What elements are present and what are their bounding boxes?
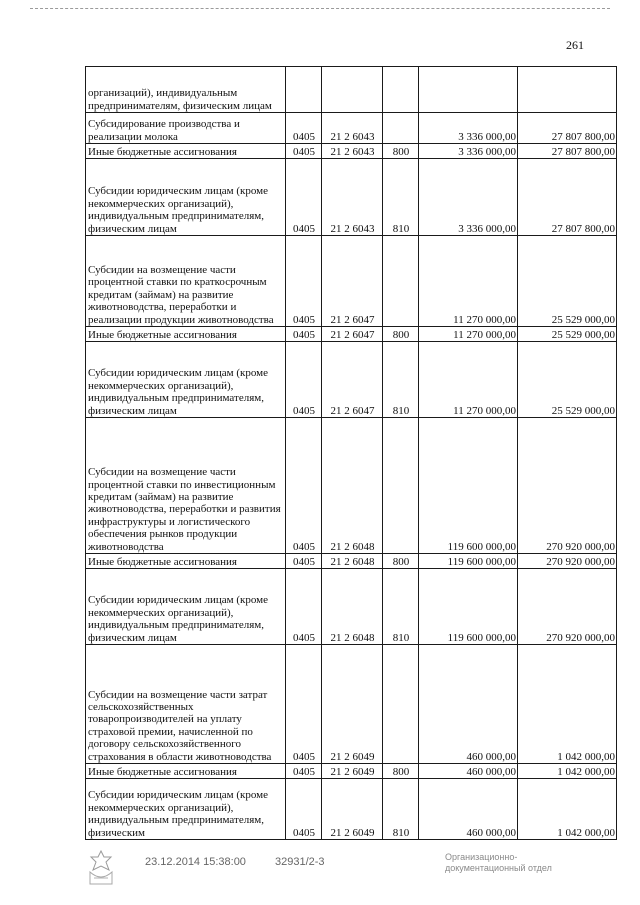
row-target-article: 21 2 6048 (322, 554, 383, 569)
row-section-code: 0405 (286, 144, 322, 159)
emblem-icon (84, 848, 118, 893)
scan-top-edge (30, 8, 610, 9)
row-target-article: 21 2 6048 (322, 569, 383, 645)
row-name: Иные бюджетные ассигнования (86, 554, 286, 569)
row-expense-type (383, 113, 419, 144)
row-section-code: 0405 (286, 779, 322, 840)
row-target-article: 21 2 6043 (322, 159, 383, 236)
row-expense-type: 810 (383, 159, 419, 236)
row-target-article: 21 2 6049 (322, 779, 383, 840)
row-amount-year2 (518, 67, 617, 113)
row-name: Иные бюджетные ассигнования (86, 764, 286, 779)
row-section-code: 0405 (286, 327, 322, 342)
row-expense-type: 810 (383, 342, 419, 418)
row-amount-year1: 119 600 000,00 (419, 554, 518, 569)
footer-timestamp: 23.12.2014 15:38:00 (145, 856, 246, 868)
row-amount-year1: 11 270 000,00 (419, 342, 518, 418)
table-row (86, 144, 617, 159)
row-section-code: 0405 (286, 113, 322, 144)
row-section-code: 0405 (286, 236, 322, 327)
row-name: Субсидии юридическим лицам (кроме некоммерческих организаций), индивидуальным предпринимателям, физическим лицам (86, 569, 286, 645)
row-amount-year1: 119 600 000,00 (419, 418, 518, 554)
footer-stamp-line: Организационно- (445, 852, 518, 862)
row-amount-year2: 25 529 000,00 (518, 236, 617, 327)
row-section-code: 0405 (286, 418, 322, 554)
row-amount-year1: 3 336 000,00 (419, 159, 518, 236)
row-name: Субсидии на возмещение части процентной ставки по инвестиционным кредитам (займам) на развитие животноводства, переработки и развития инфраструктуры и логистического обеспечения рынков продукции животноводства (86, 418, 286, 554)
row-target-article: 21 2 6047 (322, 236, 383, 327)
row-target-article: 21 2 6043 (322, 113, 383, 144)
row-section-code: 0405 (286, 554, 322, 569)
table-row (86, 327, 617, 342)
row-target-article: 21 2 6048 (322, 418, 383, 554)
row-amount-year2: 25 529 000,00 (518, 327, 617, 342)
budget-table (85, 66, 617, 840)
table-row (86, 342, 617, 418)
row-amount-year2: 1 042 000,00 (518, 645, 617, 764)
row-amount-year2: 27 807 800,00 (518, 144, 617, 159)
row-amount-year2: 25 529 000,00 (518, 342, 617, 418)
row-target-article: 21 2 6047 (322, 342, 383, 418)
row-amount-year1 (419, 67, 518, 113)
row-expense-type (383, 236, 419, 327)
page-number: 261 (566, 38, 584, 52)
row-expense-type: 810 (383, 569, 419, 645)
row-amount-year2: 27 807 800,00 (518, 159, 617, 236)
row-name: Субсидирование производства и реализации молока (86, 113, 286, 144)
budget-table-body (86, 67, 617, 840)
row-amount-year2: 1 042 000,00 (518, 779, 617, 840)
row-amount-year2: 27 807 800,00 (518, 113, 617, 144)
row-target-article (322, 67, 383, 113)
row-amount-year2: 1 042 000,00 (518, 764, 617, 779)
row-name: Субсидии юридическим лицам (кроме некоммерческих организаций), индивидуальным предпринимателям, физическим лицам (86, 342, 286, 418)
table-row (86, 113, 617, 144)
row-amount-year2: 270 920 000,00 (518, 554, 617, 569)
row-section-code: 0405 (286, 764, 322, 779)
row-expense-type: 800 (383, 327, 419, 342)
row-section-code: 0405 (286, 342, 322, 418)
row-amount-year1: 460 000,00 (419, 764, 518, 779)
row-amount-year1: 3 336 000,00 (419, 144, 518, 159)
row-name: Субсидии на возмещение части затрат сельскохозяйственных товаропроизводителей на уплату страховой премии, начисленной по договору сельскохозяйственного страхования в области животноводства (86, 645, 286, 764)
row-section-code: 0405 (286, 569, 322, 645)
table-row (86, 67, 617, 113)
row-section-code: 0405 (286, 159, 322, 236)
row-expense-type: 800 (383, 144, 419, 159)
row-expense-type: 800 (383, 554, 419, 569)
table-row (86, 779, 617, 840)
footer-stamp-line: документационный отдел (445, 863, 552, 873)
row-target-article: 21 2 6043 (322, 144, 383, 159)
table-row (86, 764, 617, 779)
row-target-article: 21 2 6047 (322, 327, 383, 342)
row-expense-type: 800 (383, 764, 419, 779)
row-name: Субсидии на возмещение части процентной ставки по краткосрочным кредитам (займам) на развитие животноводства, переработки и реализации продукции животноводства (86, 236, 286, 327)
row-expense-type (383, 645, 419, 764)
row-expense-type (383, 67, 419, 113)
row-amount-year1: 460 000,00 (419, 779, 518, 840)
footer-document-number: 32931/2-3 (275, 856, 325, 868)
row-amount-year1: 119 600 000,00 (419, 569, 518, 645)
row-expense-type (383, 418, 419, 554)
row-target-article: 21 2 6049 (322, 645, 383, 764)
row-name: организаций), индивидуальным предпринимателям, физическим лицам (86, 67, 286, 113)
row-amount-year2: 270 920 000,00 (518, 569, 617, 645)
table-row (86, 236, 617, 327)
row-section-code: 0405 (286, 645, 322, 764)
row-amount-year1: 460 000,00 (419, 645, 518, 764)
footer-department-stamp (445, 852, 552, 874)
row-name: Иные бюджетные ассигнования (86, 327, 286, 342)
row-section-code (286, 67, 322, 113)
row-name: Иные бюджетные ассигнования (86, 144, 286, 159)
table-row (86, 554, 617, 569)
table-row (86, 159, 617, 236)
table-row (86, 418, 617, 554)
row-amount-year2: 270 920 000,00 (518, 418, 617, 554)
row-amount-year1: 3 336 000,00 (419, 113, 518, 144)
table-row (86, 569, 617, 645)
row-name: Субсидии юридическим лицам (кроме некоммерческих организаций), индивидуальным предпринимателям, физическим (86, 779, 286, 840)
row-expense-type: 810 (383, 779, 419, 840)
table-row (86, 645, 617, 764)
row-name: Субсидии юридическим лицам (кроме некоммерческих организаций), индивидуальным предпринимателям, физическим лицам (86, 159, 286, 236)
row-amount-year1: 11 270 000,00 (419, 236, 518, 327)
row-target-article: 21 2 6049 (322, 764, 383, 779)
row-amount-year1: 11 270 000,00 (419, 327, 518, 342)
